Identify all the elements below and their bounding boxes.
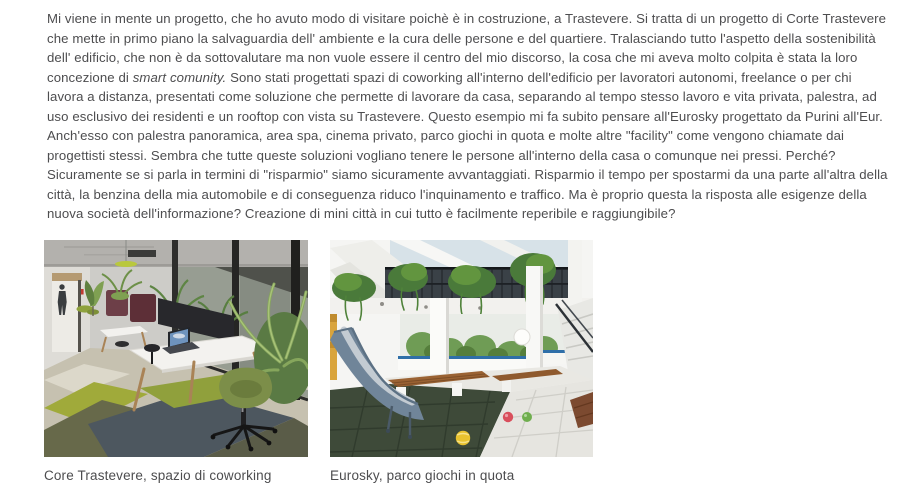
figures-row — [44, 240, 593, 483]
figure-eurosky — [330, 240, 593, 483]
article-paragraph — [47, 9, 890, 224]
figure-caption-core-trastevere: Core Trastevere, spazio di coworking — [44, 468, 272, 483]
figure-core-trastevere — [44, 240, 308, 483]
coworking-space-image — [44, 240, 308, 457]
paragraph-text-continued: Sono stati progettati spazi di coworking all'interno dell'edificio per lavoratori autonomi, freelance o per chi lavora a distanza, presentati come soluzione che permette di lavorare da casa, separando al tempo stesso lavoro e vita privata, palestra, ad uso esclusivo dei residenti e un rooftop con vista su Trastevere. Questo esempio mi fa subito pensare all'Eurosky progettato da Purini all'Eur. Anch'esso con palestra panoramica, area spa, cinema privato, parco giochi in quota e molte altre "facility" come vengono chiamate dai progettisti stessi. Sembra che tutte queste soluzioni vogliano tenere le persone all'interno della casa o comunque nei pressi. Perché? Sicuramente se si parla in termini di "risparmio" siamo sicuramente avvantaggiati. Risparmio il tempo per spostarmi da una parte all'altra della città, la benzina della mia automobile e di conseguenza riduco l'inquinamento e traffico. Ma è proprio questa la risposta alle esigenze della nuova società dell'informazione? Creazione di mini città in cui tutto è facilmente reperibile e raggiungibile? — [47, 69, 888, 221]
figure-caption-eurosky: Eurosky, parco giochi in quota — [330, 468, 515, 483]
playground-image — [330, 240, 593, 457]
italic-phrase: smart comunity. — [132, 69, 227, 85]
paragraph-text: Mi viene in mente un progetto, che ho avuto modo di visitare poichè è in costruzione, a Trastevere. Si tratta di un progetto di Corte Trastevere che mette in primo piano la salvaguardia dell' ambiente e la cura delle persone e del quartiere. Tralasciando tutto l'aspetto della sostenibilità dell' edificio, che non è da sottovalutare ma non vuole essere il centro del mio discorso, la cosa che mi aveva molto colpita è stata la loro concezione di — [47, 11, 887, 85]
